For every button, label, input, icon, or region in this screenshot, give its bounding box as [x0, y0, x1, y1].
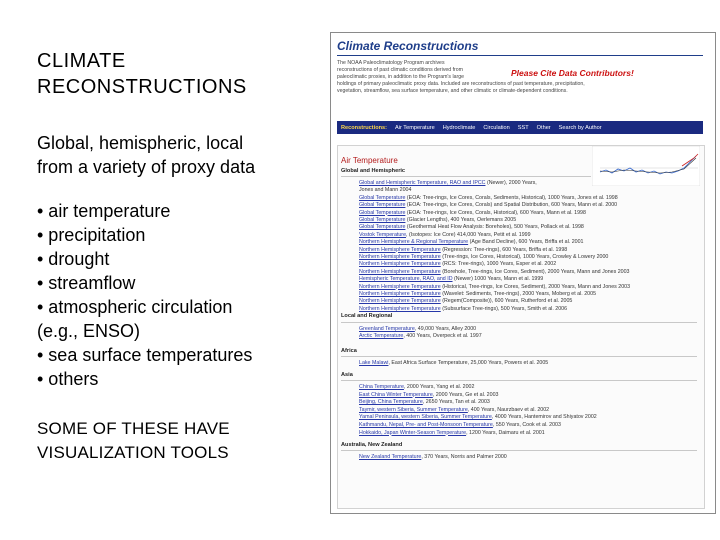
dataset-details: , (Isotopes: Ice Core) 414,000 Years, Petit et al. 1999 [406, 231, 531, 238]
dataset-link[interactable]: Greenland Temperature [359, 326, 415, 332]
dataset-details: , 4000 Years, Hantemirov and Shiyatov 2002 [491, 414, 597, 421]
dataset-details: , 2650 Years, Tan et al. 2003 [422, 399, 490, 406]
dataset-link[interactable]: Northern Hemisphere Temperature [359, 261, 441, 268]
nav-air-temperature[interactable]: Air Temperature [395, 124, 435, 131]
dataset-link[interactable]: Northern Hemisphere Temperature [359, 283, 441, 290]
subsection-title: Local and Regional [341, 313, 393, 319]
title-line: CLIMATE [37, 50, 126, 72]
list-item [359, 247, 567, 254]
dataset-link[interactable]: Global and Hemispheric Temperature, RAO and IPCC [359, 180, 486, 186]
dataset-details: (EOA: Tree-rings, Ice Cores, Corals) and Spatial Distribution, 600 Years, Mann et al. 2000 [405, 202, 618, 209]
list-item [359, 454, 507, 461]
intro-line: reconstructions of past climatic conditions derived from [337, 67, 463, 73]
content-panel [337, 145, 705, 509]
note-line: SOME OF THESE HAVE [37, 419, 230, 438]
slide-subtitle [37, 131, 327, 179]
list-item [359, 326, 476, 333]
intro-text [337, 60, 505, 74]
dataset-details: (Subsurface Tree-rings), 500 Years, Smith et al. 2006 [440, 305, 568, 312]
subtitle-line: Global, hemispheric, local [37, 133, 244, 153]
dataset-details: (EOA: Tree-rings, Ice Cores, Corals, Sediments, Historical), 1000 Years, Jones et al. 1998 [405, 194, 618, 201]
bullet-item: (e.g., ENSO) [37, 321, 141, 341]
list-item [359, 430, 545, 437]
list-item [359, 180, 537, 187]
dataset-link[interactable]: Northern Hemisphere Temperature [359, 305, 441, 312]
note-line: VISUALIZATION TOOLS [37, 443, 229, 462]
list-item [359, 269, 630, 276]
dataset-link[interactable]: Kathmandu, Nepal, Pre- and Post-Monsoon Temperature [359, 422, 493, 428]
dataset-details: (Newer), 2000 Years, [485, 180, 537, 186]
section-title: Air Temperature [341, 156, 398, 165]
dataset-link[interactable]: East China Winter Temperature [359, 391, 433, 398]
dataset-details: (Borehole, Tree-rings, Ice Cores, Sediment), 2000 Years, Mann and Jones 2003 [440, 268, 630, 275]
dataset-link[interactable]: China Temperature [359, 384, 404, 390]
dataset-details: (Wavelet: Sediments, Tree-rings), 2000 Years, Moberg et al. 2005 [440, 291, 597, 297]
nav-sst[interactable]: SST [517, 124, 529, 131]
bullet-item: • drought [37, 249, 110, 269]
subsection-title: Global and Hemispheric [341, 168, 406, 174]
dataset-link[interactable]: Global Temperature [359, 217, 406, 223]
list-item [359, 187, 411, 194]
slide-title [37, 48, 327, 100]
dataset-link[interactable]: Northern Hemisphere Temperature [359, 254, 441, 260]
dataset-link[interactable]: Northern Hemisphere Temperature [359, 298, 441, 305]
dataset-details: (EOA: Tree-rings, Ice Cores, Corals, Historical), 600 Years, Mann et al. 1998 [405, 209, 586, 216]
subsection-title: Asia [341, 372, 353, 378]
dataset-link[interactable]: Northern Hemisphere & Regional Temperature [359, 239, 469, 246]
intro-line: paleoclimatic proxies, in addition to the Program's large [337, 74, 464, 80]
intro-line: holdings of primary paleoclimatic proxy data. Included are reconstructions of past temperature, precipitation, [337, 81, 585, 87]
subsection-title: Australia, New Zealand [341, 442, 403, 448]
dataset-link[interactable]: Lake Malawi [359, 360, 389, 366]
nav-label: Reconstructions: [341, 124, 387, 131]
dataset-details: (Geothermal Heat Flow Analysis: Boreholes), 500 Years, Pollack et al. 1998 [405, 224, 584, 231]
list-item [359, 291, 596, 298]
list-item [359, 210, 586, 217]
dataset-details: , 400 Years, Naurzbaev et al. 2002 [467, 406, 550, 413]
section-divider [341, 322, 697, 323]
section-divider [341, 356, 697, 357]
dataset-link[interactable]: Yamal Peninsula, western Siberia, Summer Temperature [359, 414, 492, 421]
temperature-thumbnail [592, 146, 700, 186]
list-item [359, 306, 567, 313]
dataset-link[interactable]: Global Temperature [359, 202, 406, 209]
list-item [359, 333, 482, 340]
list-item [359, 254, 608, 261]
bullet-item: • others [37, 369, 99, 389]
list-item [359, 224, 584, 231]
dataset-details: (Tree-rings, Ice Cores, Historical), 1000 Years, Crowley & Lowery 2000 [440, 254, 609, 260]
dataset-link[interactable]: Hokkaido, Japan Winter-Season Temperature [359, 429, 467, 436]
bullet-item: • sea surface temperatures [37, 345, 253, 365]
list-item [359, 239, 583, 246]
list-item [359, 414, 597, 421]
subsection-title: Africa [341, 348, 357, 354]
dataset-details: (Age Band Decline), 600 Years, Briffa et al. 2001 [468, 239, 584, 246]
intro-line: The NOAA Paleoclimatology Program archives [337, 60, 445, 66]
list-item [359, 284, 630, 291]
nav-hydroclimate[interactable]: Hydroclimate [442, 124, 476, 131]
dataset-link[interactable]: Beijing, China Temperature [359, 399, 423, 406]
list-item [359, 384, 474, 391]
dataset-details: , East Africa Surface Temperature, 25,000 Years, Powers et al. 2005 [388, 360, 549, 366]
dataset-details: , 1200 Years, Daimaru et al. 2001 [466, 429, 545, 436]
nav-search-by-author[interactable]: Search by Author [558, 124, 602, 131]
list-item [359, 217, 516, 224]
list-item [359, 232, 531, 239]
dataset-link[interactable]: Global Temperature [359, 224, 406, 231]
webpage-screenshot [330, 32, 716, 514]
title-divider [337, 55, 703, 56]
dataset-details: , 400 Years, Overpeck et al. 1997 [403, 333, 482, 340]
list-item [359, 399, 490, 406]
section-divider [341, 450, 697, 451]
subtitle-line: from a variety of proxy data [37, 157, 256, 177]
reconstructions-nav [337, 121, 703, 134]
dataset-details: , 550 Years, Cook et al. 2003 [492, 422, 561, 428]
dataset-details: Jones and Mann 2004 [359, 187, 412, 194]
nav-other[interactable]: Other [536, 124, 551, 131]
dataset-link[interactable]: Global Temperature [359, 194, 406, 201]
title-line: RECONSTRUCTIONS [37, 76, 247, 98]
dataset-link[interactable]: Hemispheric Temperature, RAO, and ID [359, 276, 453, 283]
dataset-details: , 370 Years, Norris and Palmer 2000 [421, 454, 507, 460]
list-item [359, 422, 561, 429]
dataset-details: (Glacier Lengths), 400 Years, Oerlemans 2005 [405, 217, 517, 223]
dataset-details: (Newer) 1000 Years, Mann et al. 1999 [452, 276, 544, 283]
section-divider [341, 380, 697, 381]
list-item [359, 195, 618, 202]
dataset-details: (RCS: Tree-rings), 1000 Years, Esper et al. 2002 [440, 261, 557, 268]
list-item [359, 298, 572, 305]
dataset-link[interactable]: Taymir, western Siberia, Summer Temperature [359, 406, 468, 413]
page-title: Climate Reconstructions [337, 39, 479, 53]
section-divider [341, 176, 591, 177]
list-item [359, 276, 543, 283]
dataset-link[interactable]: Arctic Temperature [359, 333, 404, 340]
dataset-details: , 2000 Years, Yang et al. 2002 [403, 384, 475, 390]
dataset-link[interactable]: Vostok Temperature [359, 231, 407, 238]
dataset-details: , 49,000 Years, Alley 2000 [414, 326, 477, 332]
bullet-item: • precipitation [37, 225, 146, 245]
dataset-details: (Regression: Tree-rings), 600 Years, Briffa et al. 1998 [440, 246, 568, 253]
dataset-link[interactable]: Global Temperature [359, 209, 406, 216]
visualization-note [37, 417, 327, 465]
dataset-link[interactable]: Northern Hemisphere Temperature [359, 268, 441, 275]
list-item [359, 360, 548, 367]
list-item [359, 392, 498, 399]
bullet-item: • streamflow [37, 273, 136, 293]
dataset-link[interactable]: New Zealand Temperature [359, 454, 422, 460]
nav-circulation[interactable]: Circulation [483, 124, 510, 131]
dataset-details: (Regem(Composite)), 600 Years, Rutherford et al. 2005 [440, 298, 573, 305]
dataset-link[interactable]: Northern Hemisphere Temperature [359, 291, 441, 297]
bullet-item: • atmospheric circulation [37, 297, 233, 317]
dataset-details: (Historical, Tree-rings, Ice Cores, Sediment), 2000 Years, Mann and Jones 2003 [440, 283, 631, 290]
bullet-list [37, 199, 327, 391]
cite-data-link[interactable]: Please Cite Data Contributors! [511, 68, 634, 78]
list-item [359, 261, 556, 268]
dataset-link[interactable]: Northern Hemisphere Temperature [359, 246, 441, 253]
dataset-details: , 2000 Years, Ge et al. 2003 [432, 391, 499, 398]
intro-line: vegetation, streamflow, sea surface temperature, and other climatic or climate-dependent conditions. [337, 88, 568, 94]
list-item [359, 202, 617, 209]
bullet-item: • air temperature [37, 201, 171, 221]
list-item [359, 407, 549, 414]
slide-text [37, 48, 327, 465]
